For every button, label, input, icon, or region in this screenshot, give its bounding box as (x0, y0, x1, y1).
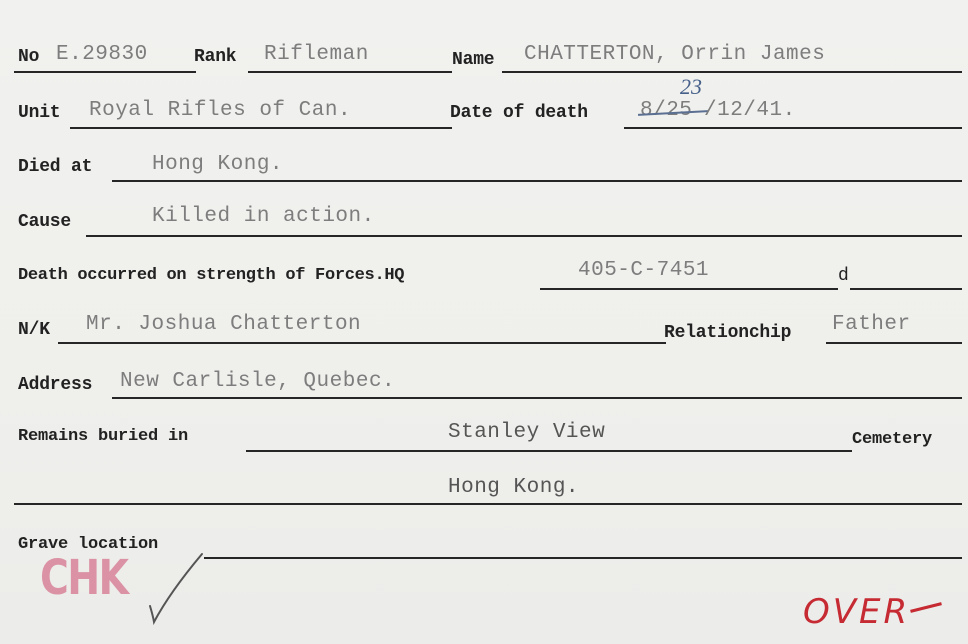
cause-rule (86, 235, 962, 237)
remains-location-value: Hong Kong. (448, 476, 580, 499)
strength-value: 405-C-7451 (578, 259, 710, 282)
date-struck-value: 8/25 (640, 99, 693, 122)
over-annotation: OVER (803, 592, 911, 632)
strength-suffix: d (838, 266, 849, 286)
next-of-kin-rule (58, 342, 666, 344)
cemetery-label: Cemetery (852, 430, 933, 449)
date-rest-value: /12/41. (704, 99, 796, 122)
rank-rule (248, 71, 452, 73)
relationship-label: Relationchip (664, 323, 792, 343)
name-value: CHATTERTON, Orrin James (524, 43, 826, 66)
grave-location-rule (204, 557, 962, 559)
strength-label: Death occurred on strength of Forces.HQ (18, 266, 405, 285)
died-at-value: Hong Kong. (152, 153, 284, 176)
chk-stamp: CHK (40, 550, 128, 606)
handwritten-date-correction: 23 (680, 74, 702, 99)
rank-value: Rifleman (264, 43, 369, 66)
no-rule (14, 71, 196, 73)
cause-value: Killed in action. (152, 205, 375, 228)
check-mark-icon (140, 548, 206, 628)
next-of-kin-label: N/K (18, 320, 50, 340)
unit-rule (70, 127, 452, 129)
remains-buried-value: Stanley View (448, 421, 606, 444)
remains-rule (246, 450, 852, 452)
name-label: Name (452, 50, 495, 70)
strength-rule (540, 288, 838, 290)
grave-location-label: Grave location (18, 535, 159, 554)
name-rule (502, 71, 962, 73)
relationship-rule (826, 342, 962, 344)
next-of-kin-value: Mr. Joshua Chatterton (86, 313, 362, 336)
died-at-label: Died at (18, 157, 93, 177)
unit-label: Unit (18, 103, 61, 123)
no-label: No (18, 47, 40, 67)
relationship-value: Father (832, 313, 911, 336)
address-label: Address (18, 375, 93, 395)
died-at-rule (112, 180, 962, 182)
unit-value: Royal Rifles of Can. (89, 99, 352, 122)
service-number: E.29830 (56, 43, 148, 66)
address-value: New Carlisle, Quebec. (120, 370, 396, 393)
date-rule (624, 127, 962, 129)
strength-suffix-rule (850, 288, 962, 290)
date-of-death-label: Date of death (450, 103, 588, 123)
cause-label: Cause (18, 212, 72, 232)
over-dash-mark (910, 602, 942, 613)
rank-label: Rank (194, 47, 237, 67)
remains-line2-rule (14, 503, 962, 505)
remains-buried-label: Remains buried in (18, 427, 189, 446)
address-rule (112, 397, 962, 399)
